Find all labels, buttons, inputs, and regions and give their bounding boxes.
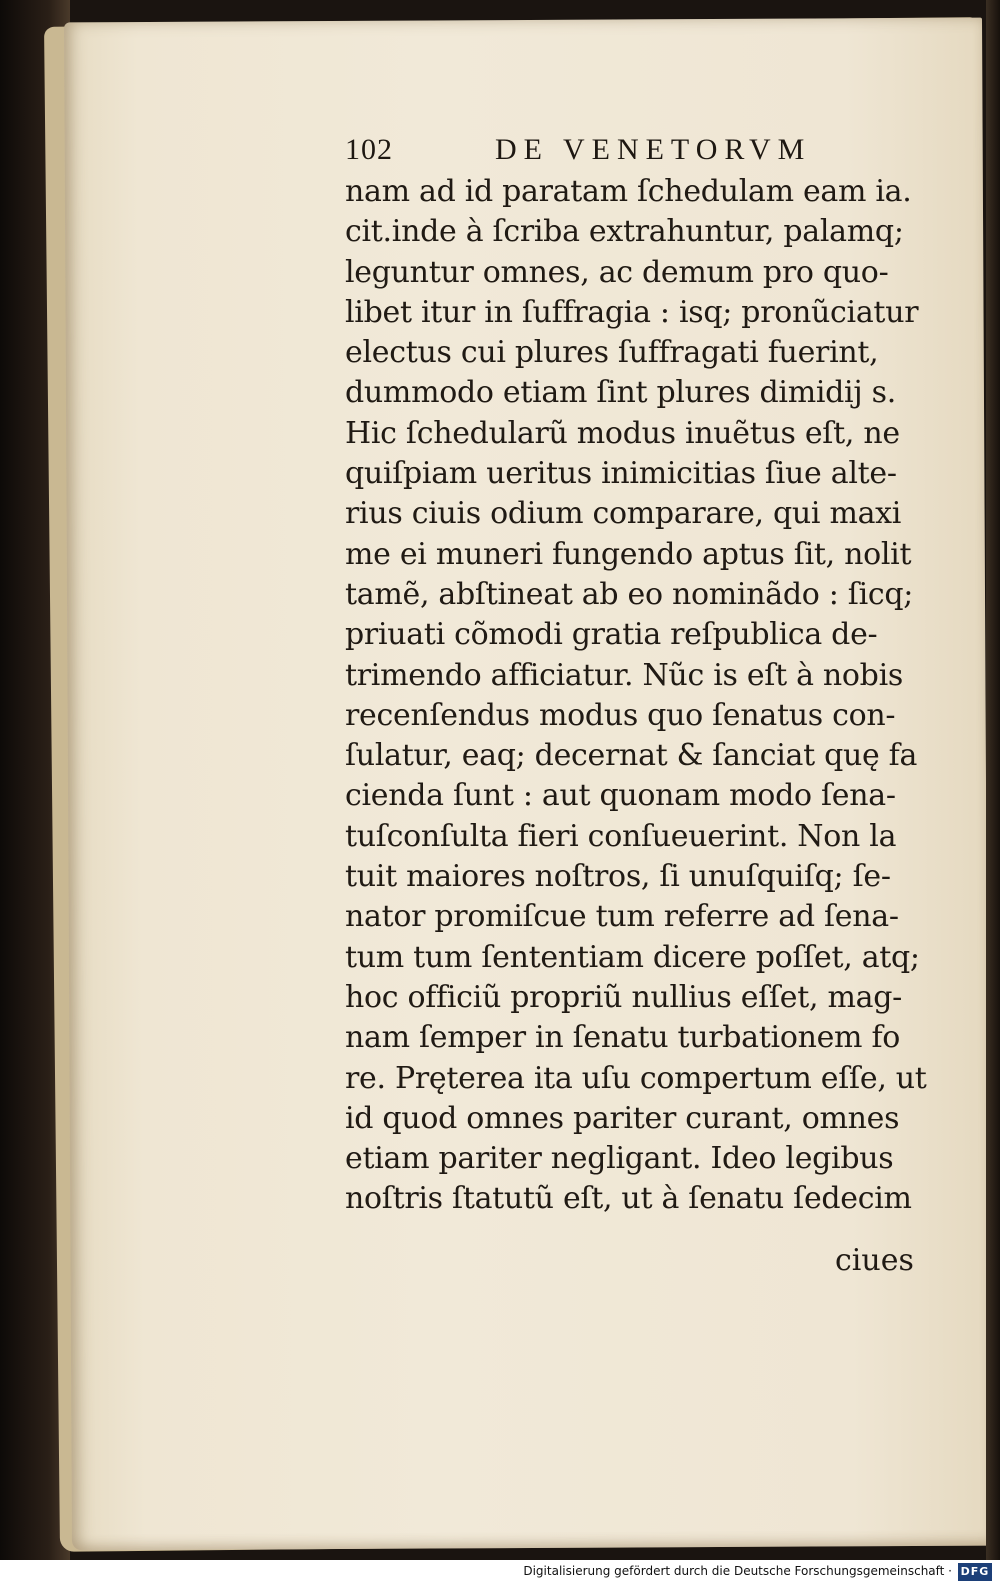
- text-block: [345, 128, 960, 1220]
- text-line: leguntur omnes, ac demum pro quo-: [345, 254, 889, 290]
- body-text: [345, 172, 960, 1220]
- text-line: quiſpiam ueritus inimicitias ſiue alte-: [345, 456, 897, 492]
- text-line: recenſendus modus quo ſenatus con-: [345, 697, 896, 733]
- text-line: etiam pariter negligant. Ideo legibus: [345, 1141, 894, 1177]
- page-number: 102: [345, 133, 393, 166]
- text-line: rius ciuis odium comparare, qui maxi: [345, 496, 902, 532]
- text-line: cienda ſunt : aut quonam modo ſena-: [345, 778, 896, 814]
- text-line: ſulatur, eaq; decernat & ſanciat quę fa: [345, 738, 918, 774]
- text-line: trimendo afficiatur. Nũc is eſt à nobis: [345, 657, 903, 693]
- text-line: id quod omnes pariter curant, omnes: [345, 1100, 900, 1136]
- text-line: electus cui plures ſuffragati fuerint,: [345, 335, 879, 371]
- dfg-logo: DFG: [958, 1563, 992, 1581]
- running-head: [345, 128, 960, 172]
- text-line: tamẽ, abſtineat ab eo nominãdo : ſicq;: [345, 576, 914, 612]
- text-line: me ei muneri fungendo aptus ſit, nolit: [345, 536, 912, 572]
- text-line: Hic ſchedularũ modus inuẽtus eſt, ne: [345, 415, 900, 451]
- digitization-footer: [0, 1560, 1000, 1586]
- text-line: re. Pręterea ita uſu compertum eſſe, ut: [345, 1060, 927, 1096]
- text-line: nam ſemper in ſenatu turbationem fo: [345, 1020, 901, 1056]
- text-line: tuſconſulta fieri conſueuerint. Non la: [345, 818, 897, 854]
- text-line: nator promiſcue tum referre ad ſena-: [345, 899, 899, 935]
- text-line: tuit maiores noſtros, ſi unuſquiſq; ſe-: [345, 859, 891, 895]
- funding-credit: Digitalisierung gefördert durch die Deutsche Forschungsgemeinschaft ·: [523, 1564, 952, 1578]
- text-line: dummodo etiam ſint plures dimidij s.: [345, 375, 896, 411]
- text-line: hoc officiũ propriũ nullius eſſet, mag-: [345, 979, 902, 1015]
- right-edge-shadow: [986, 0, 1000, 1560]
- running-title: DE VENETORVM: [495, 133, 812, 166]
- text-line: cit.inde à ſcriba extrahuntur, palamq;: [345, 214, 904, 250]
- text-line: noſtris ſtatutũ eſt, ut à ſenatu ſedecim: [345, 1181, 912, 1217]
- text-line: priuati cõmodi gratia reſpublica de-: [345, 617, 878, 653]
- text-line: nam ad id paratam ſchedulam eam ia.: [345, 174, 912, 209]
- catchword: ciues: [835, 1243, 914, 1278]
- text-line: tum tum ſententiam dicere poſſet, atq;: [345, 939, 920, 975]
- text-line: libet itur in ſuffragia : isq; pronũciatur: [345, 294, 919, 330]
